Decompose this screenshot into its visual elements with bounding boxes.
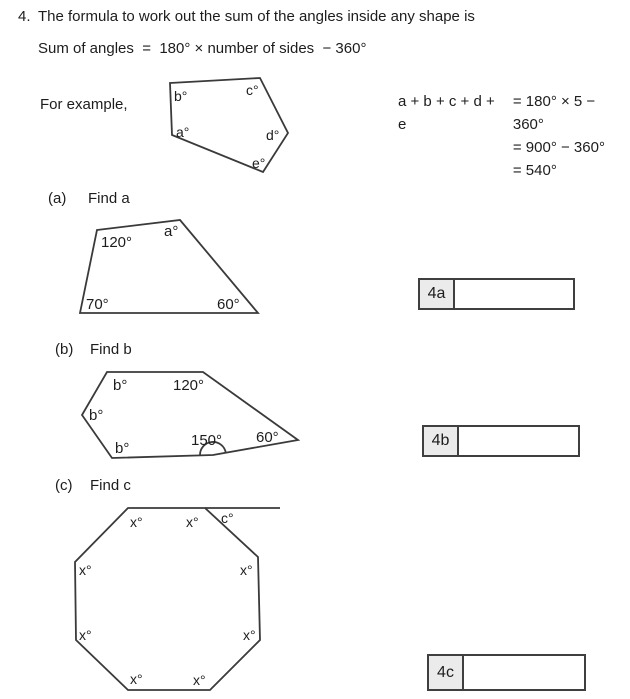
angle-x-lower-right: x° — [243, 627, 256, 643]
angle-70: 70° — [86, 296, 109, 313]
working-step-3: = 540° — [512, 162, 557, 179]
angle-x-top-left: x° — [130, 514, 143, 530]
answer-label-4c: 4c — [429, 656, 464, 689]
angle-120: 120° — [101, 234, 133, 251]
part-a-label: (a) — [48, 190, 67, 207]
angle-x-top-right: x° — [186, 514, 199, 530]
part-b-label: (b) — [55, 341, 74, 358]
part-c-label: (c) — [55, 477, 73, 494]
angle-b-left: b° — [89, 407, 104, 424]
angle-c-exterior: c° — [221, 510, 234, 526]
pentagon-angle-c: c° — [246, 82, 259, 98]
part-b-hexagon-diagram — [75, 362, 305, 462]
angle-150: 150° — [191, 432, 223, 449]
angle-b-top: b° — [113, 377, 128, 394]
answer-field-4c[interactable] — [464, 656, 584, 689]
question-number: 4. — [18, 8, 31, 25]
angle-x-upper-left: x° — [79, 562, 92, 578]
pentagon-angle-a: a° — [176, 124, 190, 140]
octagon-outline — [75, 508, 260, 690]
answer-box-4a — [418, 278, 575, 310]
angle-120: 120° — [173, 377, 205, 394]
answer-label-4b: 4b — [424, 427, 459, 455]
example-working — [398, 90, 630, 182]
formula-text: Sum of angles = 180° × number of sides − 360° — [38, 40, 367, 57]
answer-box-4c — [427, 654, 586, 691]
part-b-prompt: Find b — [90, 341, 132, 358]
angle-x-bottom-right: x° — [193, 672, 206, 688]
pentagon-angle-e: e° — [252, 155, 266, 171]
part-a-prompt: Find a — [88, 190, 130, 207]
pentagon-angle-d: d° — [266, 127, 280, 143]
pentagon-angle-b: b° — [174, 88, 188, 104]
part-c-prompt: Find c — [90, 477, 131, 494]
part-a-quadrilateral-diagram — [70, 212, 270, 320]
angle-x-lower-left: x° — [79, 627, 92, 643]
answer-field-4b[interactable] — [459, 427, 578, 455]
angle-60: 60° — [256, 429, 279, 446]
example-pentagon-diagram — [160, 68, 300, 180]
example-intro: For example, — [40, 96, 128, 113]
answer-box-4b — [422, 425, 580, 457]
angle-60: 60° — [217, 296, 240, 313]
question-text: The formula to work out the sum of the angles inside any shape is — [38, 8, 475, 25]
angle-a: a° — [164, 223, 179, 240]
angle-x-upper-right: x° — [240, 562, 253, 578]
working-lhs: a + b + c + d + e — [398, 93, 495, 133]
part-c-octagon-diagram — [65, 502, 285, 699]
answer-field-4a[interactable] — [455, 280, 573, 308]
angle-b-bottom: b° — [115, 440, 130, 457]
working-step-2: = 900° − 360° — [512, 139, 605, 156]
answer-label-4a: 4a — [420, 280, 455, 308]
working-step-1: = 180° × 5 − 360° — [512, 93, 596, 133]
angle-x-bottom-left: x° — [130, 671, 143, 687]
